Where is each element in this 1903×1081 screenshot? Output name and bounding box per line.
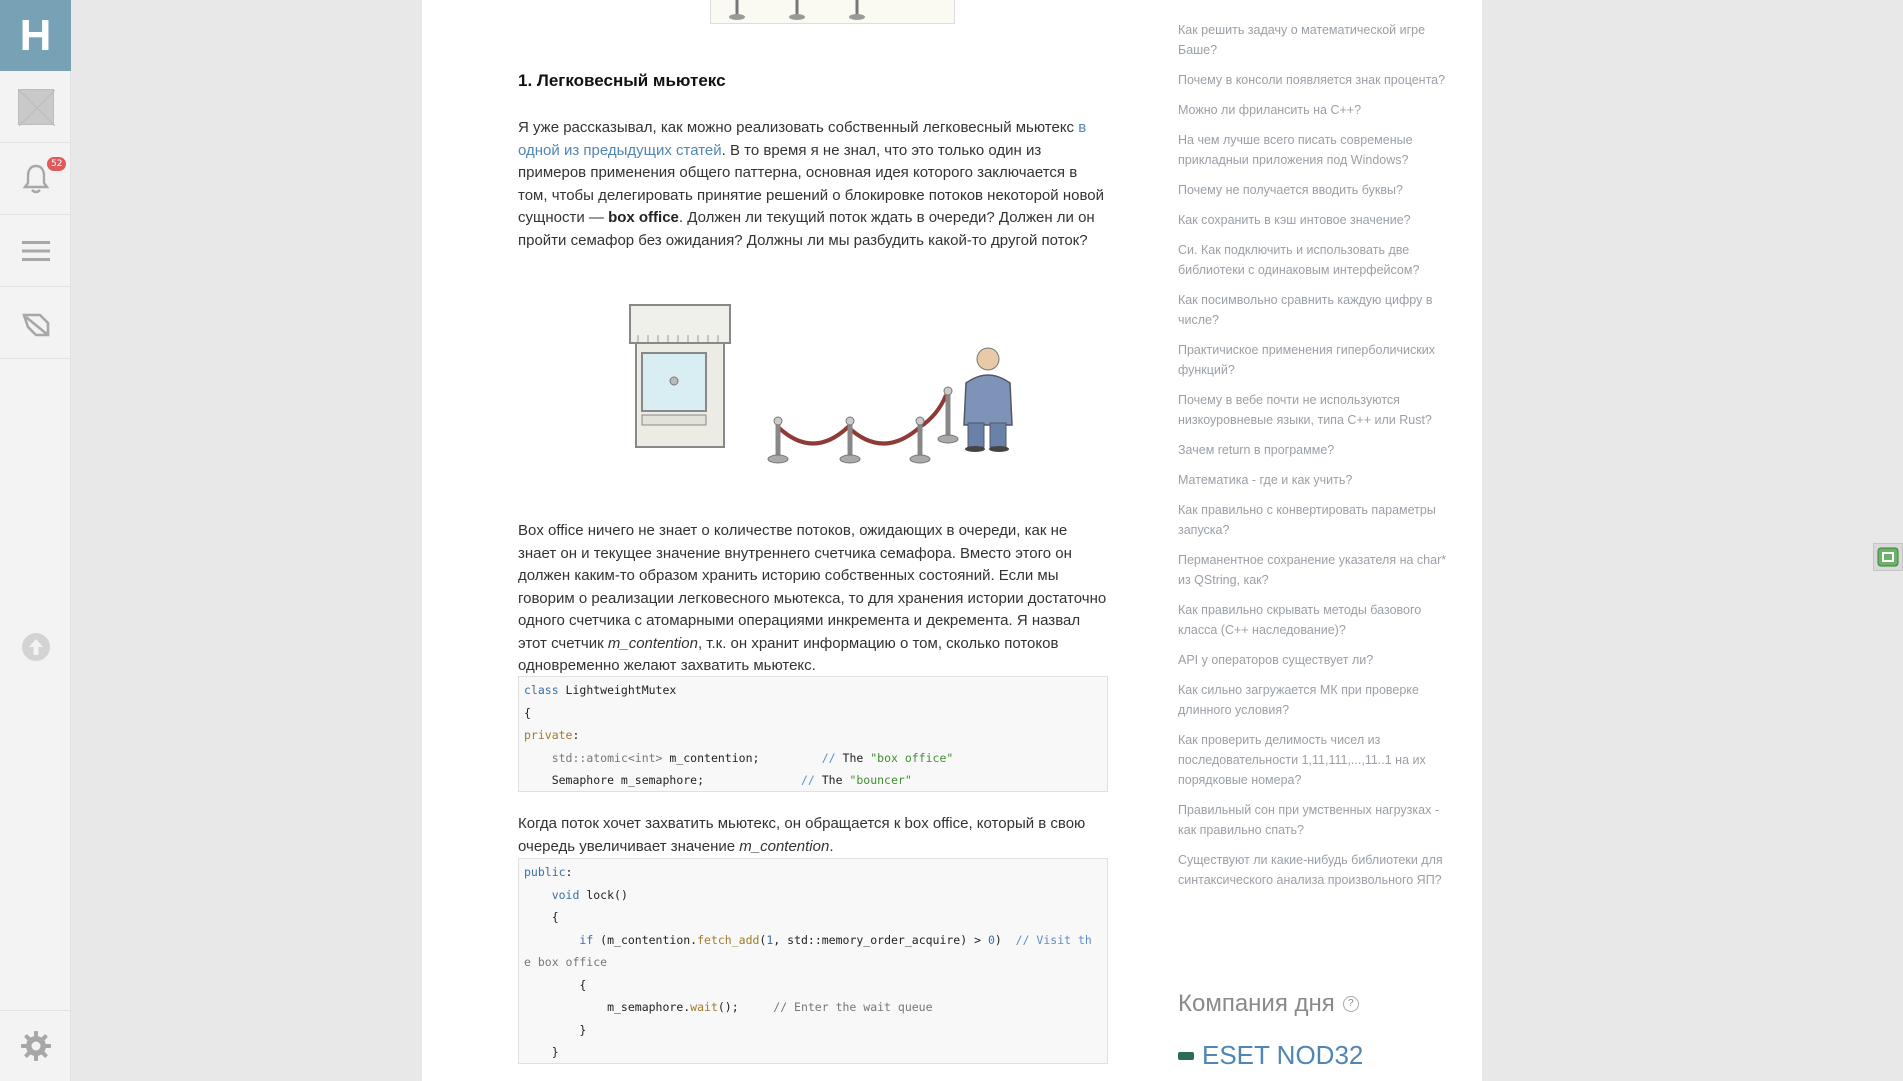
text: , т.к. он хранит информацию о том, сколько потоков одновременно желают захватить мьютекс.	[518, 634, 1059, 674]
previous-illustration	[710, 0, 955, 24]
code-block-1: class LightweightMutex { private: std::atomic<int> m_contention; // The "box office" Semaphore m_semaphore; // The "bouncer"	[518, 676, 1108, 792]
company-name: ESET NOD32	[1202, 1040, 1364, 1070]
question-link[interactable]: Как правильно скрывать методы базового класса (C++ наследование)?	[1178, 603, 1422, 637]
arrow-up-icon	[21, 632, 51, 662]
box-office-illustration	[628, 295, 1048, 465]
questions-list	[1178, 20, 1448, 900]
question-link[interactable]: Правильный сон при умственных нагрузках - как правильно спать?	[1178, 803, 1439, 837]
question-link[interactable]: Как сохранить в кэш интовое значение?	[1178, 213, 1411, 227]
avatar	[18, 89, 54, 125]
question-link[interactable]: Почему не получается вводить буквы?	[1178, 183, 1403, 197]
question-link[interactable]: Можно ли фрилансить на C++?	[1178, 103, 1362, 117]
question-link[interactable]: Практичиское применения гиперболичиских функций?	[1178, 343, 1435, 377]
gear-icon	[20, 1030, 52, 1062]
question-link[interactable]: Существуют ли какие-нибудь библиотеки для синтаксического анализа произвольного ЯП?	[1178, 853, 1443, 887]
menu-button[interactable]	[0, 215, 71, 287]
paragraph-2	[518, 520, 1108, 678]
write-post-button[interactable]	[0, 287, 71, 359]
question-link[interactable]: Как проверить делимость чисел из последовательности 1,11,111,...,11..1 на их порядковые номера?	[1178, 733, 1426, 787]
help-icon[interactable]: ?	[1343, 996, 1359, 1012]
question-link[interactable]: API у операторов существует ли?	[1178, 653, 1374, 667]
previous-article-link[interactable]: в одной из предыдущих статей	[518, 119, 1087, 159]
notifications-badge: 52	[47, 157, 66, 171]
question-link[interactable]: Математика - где и как учить?	[1178, 473, 1353, 487]
text: Я уже рассказывал, как можно реализовать собственный легковесный мьютекс	[518, 119, 1079, 136]
scroll-up-button[interactable]	[21, 632, 51, 666]
paragraph-1	[518, 117, 1108, 252]
notifications-button[interactable]	[0, 143, 71, 215]
question-link[interactable]: Си. Как подключить и использовать две библиотеки с одинаковым интерфейсом?	[1178, 243, 1420, 277]
text: .	[829, 837, 834, 855]
question-link[interactable]: На чем лучше всего писать современые прикладныи приложения под Windows?	[1178, 133, 1413, 167]
habr-logo[interactable]: H	[0, 0, 71, 71]
question-link[interactable]: Как сильно загружается МК при проверке длинного условия?	[1178, 683, 1419, 717]
italic-text: m_contention	[739, 837, 830, 855]
question-link[interactable]: Как посимвольно сравнить каждую цифру в числе?	[1178, 293, 1433, 327]
question-link[interactable]: Перманентное сохранение указателя на char* из QString, как?	[1178, 553, 1447, 587]
text: . В то время я не знал, что это только один из примеров применения общего паттерна, основная идея которого заключается в том, чтобы делегировать принятие решений о блокировке потоков некоторой новой сущности —	[518, 141, 1104, 226]
text: . Должен ли текущий поток ждать в очереди? Должен ли он пройти семафор без ожидания? Должны ли мы разбудить какой-то другой поток?	[518, 209, 1095, 249]
question-link[interactable]: Зачем return в программе?	[1178, 443, 1335, 457]
paragraph-3	[518, 813, 1108, 858]
question-link[interactable]: Почему в консоли появляется знак процента?	[1178, 73, 1446, 87]
left-nav	[0, 0, 71, 1081]
bell-icon	[21, 163, 51, 195]
extension-icon	[1877, 547, 1899, 567]
company-logo-icon	[1178, 1052, 1194, 1060]
company-of-day-heading	[1178, 990, 1359, 1018]
extension-button[interactable]	[1873, 543, 1903, 571]
question-link[interactable]: Почему в вебе почти не используются низкоуровневые языки, типа C++ или Rust?	[1178, 393, 1432, 427]
question-link[interactable]: Как решить задачу о математической игре Баше?	[1178, 23, 1426, 57]
settings-button[interactable]	[0, 1010, 71, 1081]
italic-text: m_contention	[607, 634, 698, 652]
feather-icon	[20, 307, 52, 339]
menu-icon	[22, 239, 50, 263]
code-block-2: public: void lock() { if (m_contention.fetch_add(1, std::memory_order_acquire) > 0) // Visit th e box office { m_semaphore.wait(); // Enter the wait queue } }	[518, 858, 1108, 1064]
text: Когда поток хочет захватить мьютекс, он обращается к box office, который в свою очередь увеличивает значение	[518, 815, 1086, 855]
bold-text: box office	[608, 209, 679, 226]
page	[422, 0, 1482, 1081]
company-link[interactable]	[1178, 1040, 1363, 1071]
text: Box office ничего не знает о количестве потоков, ожидающих в очереди, как не знает он и текущее значение внутреннего счетчика семафора. Вместо этого он должен каким-то образом хранить историю собственных состояний. Если мы говорим о реализации легковесного мьютекса, то для хранения истории достаточно одного счетчика с атомарными операциями инкремента и декремента. Я назвал этот счетчик	[518, 522, 1107, 652]
user-avatar-button[interactable]	[0, 71, 71, 143]
question-link[interactable]: Как правильно с конвертировать параметры запуска?	[1178, 503, 1436, 537]
section-title: 1. Легковесный мьютекс	[518, 71, 726, 90]
company-title-text: Компания дня	[1178, 990, 1335, 1017]
